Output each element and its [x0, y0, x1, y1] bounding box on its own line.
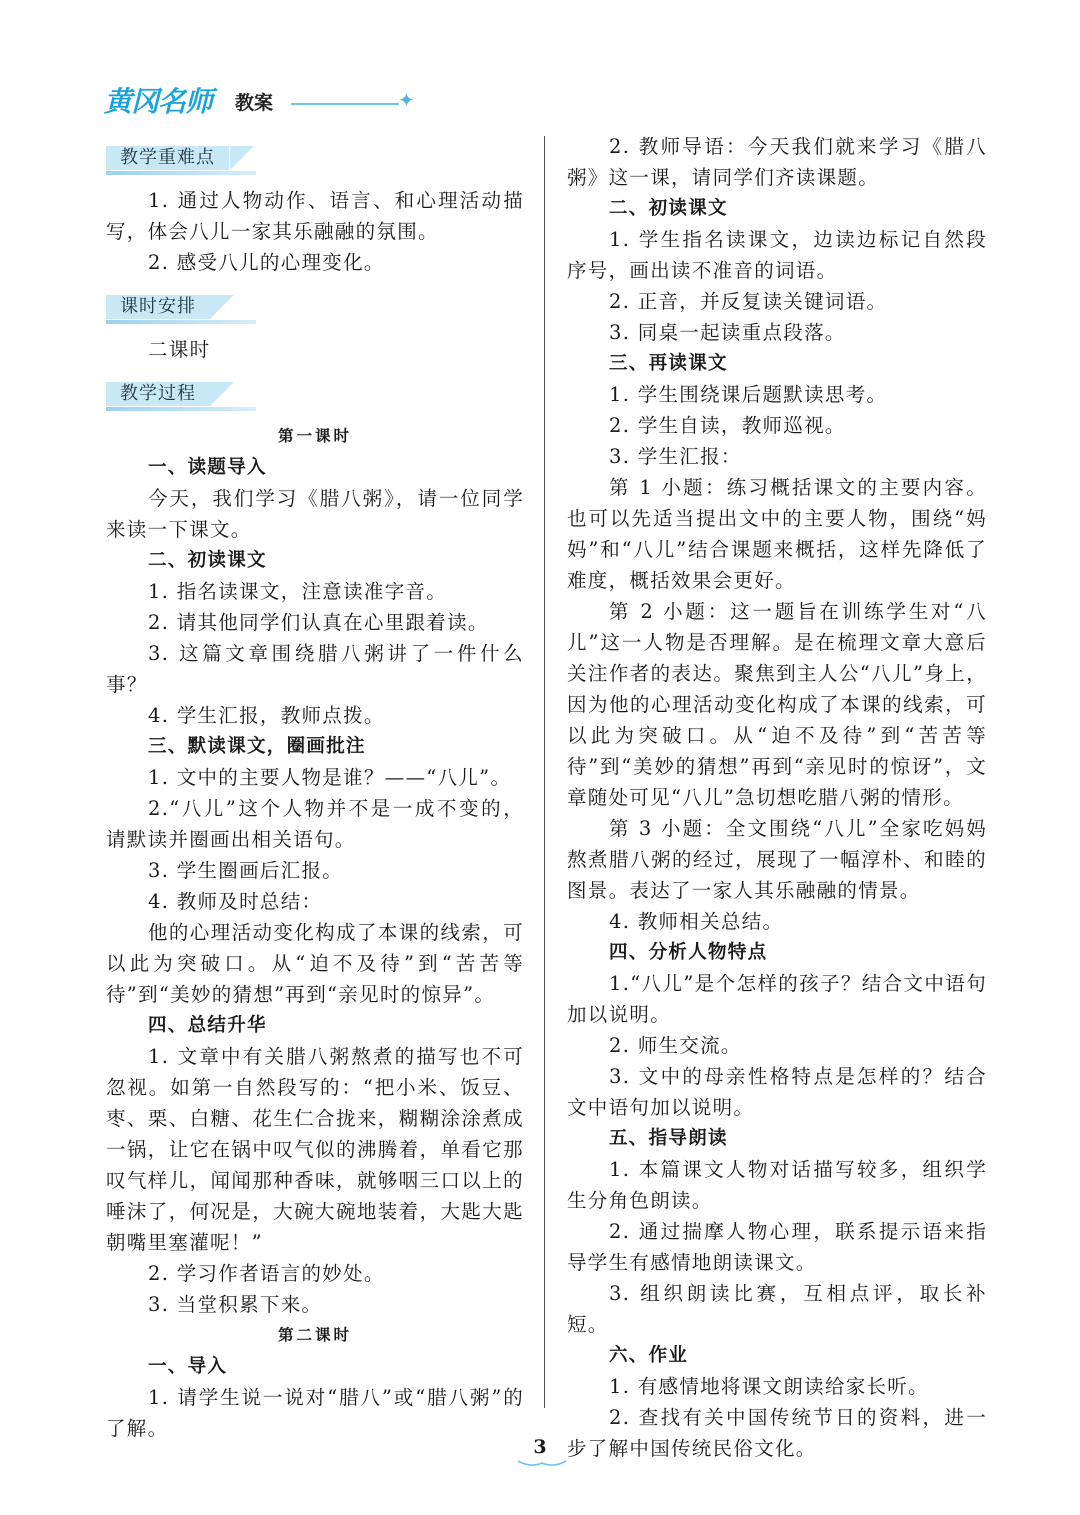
- section-label-key-points: [106, 143, 524, 177]
- paragraph: 1. 本篇课文人物对话描写较多，组织学生分角色朗读。: [567, 1158, 987, 1212]
- paragraph: 2. 正音，并反复读关键词语。: [609, 290, 888, 313]
- left-column: [106, 131, 524, 1444]
- paragraph: 1.“八儿”是个怎样的孩子？结合文中语句加以说明。: [567, 972, 987, 1026]
- paragraph: 2. 请其他同学们认真在心里跟着读。: [148, 611, 489, 634]
- wave-ornament-icon: [516, 1458, 568, 1468]
- sparkle-icon: ✦: [398, 88, 415, 112]
- step-heading: 四、总结升华: [148, 1015, 267, 1036]
- section-underline: [106, 171, 256, 175]
- page-number: 3: [533, 1436, 547, 1458]
- paragraph: 1. 学生围绕课后题默读思考。: [609, 383, 888, 406]
- brand-logo: 黄冈名师: [104, 85, 213, 118]
- column-divider: [544, 136, 545, 1408]
- paragraph: 第 3 小题：全文围绕“八儿”全家吃妈妈熬煮腊八粥的经过，展现了一幅淳朴、和睦的图景。表达了一家人其乐融融的情景。: [567, 817, 987, 902]
- paragraph: 1. 指名读课文，注意读准字音。: [148, 580, 448, 603]
- paragraph: 第 2 小题：这一题旨在训练学生对“八儿”这一人物是否理解。是在梳理文章大意后关注作者的表达。聚焦到主人公“八儿”身上，因为他的心理活动变化构成了本课的线索，可以此为突破口。从“迫不及待”到“苦苦等待”到“美妙的猜想”再到“亲见时的惊讶”，文章随处可见“八儿”急切想吃腊八粥的情形。: [567, 600, 987, 809]
- section-label-schedule: [106, 292, 524, 326]
- paragraph: 3. 学生圈画后汇报。: [148, 859, 344, 882]
- paragraph: 2. 感受八儿的心理变化。: [148, 251, 385, 274]
- step-heading: 一、导入: [148, 1356, 228, 1377]
- paragraph: 3. 当堂积累下来。: [148, 1293, 323, 1316]
- paragraph: 3. 这篇文章围绕腊八粥讲了一件什么事？: [106, 642, 524, 696]
- paragraph: 2. 教师导语：今天我们就来学习《腊八粥》这一课，请同学们齐读课题。: [567, 135, 987, 189]
- step-heading: 五、指导朗读: [609, 1128, 728, 1149]
- page-header: [104, 80, 434, 120]
- section-label-process: [106, 379, 524, 413]
- paragraph: 他的心理活动变化构成了本课的线索，可以此为突破口。从“迫不及待”到“苦苦等待”到“美妙的猜想”再到“亲见时的惊异”。: [106, 921, 524, 1006]
- paragraph: 4. 教师相关总结。: [609, 910, 784, 933]
- step-heading: 三、再读课文: [609, 353, 728, 374]
- section-label-text: 教学重难点: [106, 146, 229, 170]
- section-label-text: 教学过程: [106, 382, 210, 406]
- step-heading: 一、读题导入: [148, 457, 267, 478]
- paragraph: 2. 查找有关中国传统节日的资料，进一步了解中国传统民俗文化。: [567, 1406, 987, 1460]
- section-underline: [106, 320, 256, 324]
- paragraph: 2. 学生自读，教师巡视。: [609, 414, 846, 437]
- step-heading: 六、作业: [609, 1345, 689, 1366]
- step-heading: 二、初读课文: [609, 198, 728, 219]
- paragraph: 2.“八儿”这个人物并不是一成不变的，请默读并圈画出相关语句。: [106, 797, 524, 851]
- paragraph: 4. 学生汇报，教师点拨。: [148, 704, 385, 727]
- header-rule: [291, 103, 399, 105]
- lesson-heading: 第二课时: [277, 1326, 352, 1344]
- step-heading: 二、初读课文: [148, 550, 267, 571]
- paragraph: 1. 文章中有关腊八粥熬煮的描写也不可忽视。如第一自然段写的：“把小米、饭豆、枣、栗、白糖、花生仁合拢来，糊糊涂涂煮成一锅，让它在锅中叹气似的沸腾着，单看它那叹气样儿，闻闻那种香味，就够咽三口以上的唾沫了，何况是，大碗大碗地装着，大匙大匙朝嘴里塞灌呢！”: [106, 1045, 524, 1254]
- paragraph: 2. 通过揣摩人物心理，联系提示语来指导学生有感情地朗读课文。: [567, 1220, 987, 1274]
- paragraph: 3. 组织朗读比赛，互相点评，取长补短。: [567, 1282, 987, 1336]
- step-heading: 三、默读课文，圈画批注: [148, 736, 366, 757]
- step-heading: 四、分析人物特点: [609, 942, 768, 963]
- paragraph: 4. 教师及时总结：: [148, 890, 323, 913]
- paragraph: 1. 请学生说一说对“腊八”或“腊八粥”的了解。: [106, 1386, 524, 1440]
- paragraph: 1. 有感情地将课文朗读给家长听。: [609, 1375, 929, 1398]
- paragraph: 1. 文中的主要人物是谁？——“八儿”。: [148, 766, 512, 789]
- section-label-text: 课时安排: [106, 295, 210, 319]
- section-underline: [106, 407, 256, 411]
- header-subtitle: 教案: [235, 92, 274, 114]
- paragraph: 今天，我们学习《腊八粥》，请一位同学来读一下课文。: [106, 487, 524, 541]
- right-column: [567, 131, 987, 1464]
- paragraph: 1. 学生指名读课文，边读边标记自然段序号，画出读不准音的词语。: [567, 228, 987, 282]
- paragraph: 3. 学生汇报：: [609, 445, 742, 468]
- paragraph: 2. 学习作者语言的妙处。: [148, 1262, 385, 1285]
- paragraph: 第 1 小题：练习概括课文的主要内容。也可以先适当提出文中的主要人物，围绕“妈妈”和“八儿”结合课题来概括，这样先降低了难度，概括效果会更好。: [567, 476, 987, 592]
- lesson-heading: 第一课时: [277, 427, 352, 445]
- paragraph: 1. 通过人物动作、语言、和心理活动描写，体会八儿一家其乐融融的氛围。: [106, 189, 524, 243]
- paragraph: 3. 同桌一起读重点段落。: [609, 321, 846, 344]
- paragraph: 二课时: [148, 338, 211, 361]
- paragraph: 3. 文中的母亲性格特点是怎样的？结合文中语句加以说明。: [567, 1065, 987, 1119]
- paragraph: 2. 师生交流。: [609, 1034, 742, 1057]
